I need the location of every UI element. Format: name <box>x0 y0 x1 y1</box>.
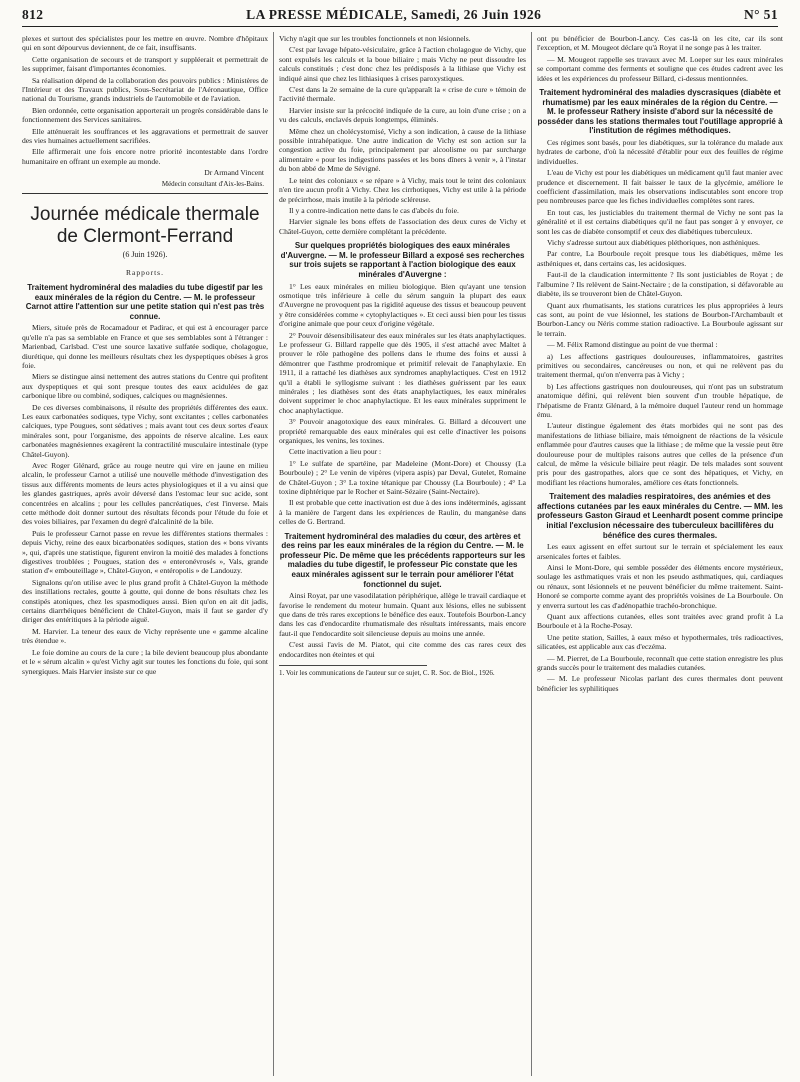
article-title: Journée médicale thermale de Clermont-Ferrand <box>30 204 260 248</box>
paragraph: a) Les affections gastriques douloureuses, inflammatoires, gastrites primitives ou secondaires, cancéreuses ou non, et qui ne relèvent pas du traitement thermal, qu'on n'enverra pas à Vichy ; <box>537 351 783 380</box>
paragraph: Elle affirmerait une fois encore notre priorité incontestable dans l'ordre humanitaire en offrant un exemple au monde. <box>22 147 268 166</box>
paragraph: C'est aussi l'avis de M. Piatot, qui cite comme des cas rares ceux des endocardites non éteintes et qui <box>279 640 526 659</box>
paragraph: Même chez un cholécystomisé, Vichy a son indication, à cause de la lithiase possible intrahépatique. Une autre indication de Vichy est son action sur la congestion active du foie, principalement par alcoolisme ou par surcharge alimentaire « pour les indigestions passées et les bons dîners à venir », à l'instar du bon abbé de Mme de Sévigné. <box>279 126 526 174</box>
paragraph: b) Les affections gastriques non douloureuses, qui n'ont pas un substratum anatomique défini, qui relèvent bien souvent d'un trouble hépatique, de l'hépatisme de Frantz Glénard, à la mémoire duquel l'auteur rend un hommage ému. <box>537 381 783 419</box>
footnote: 1. Voir les communications de l'auteur sur ce sujet, C. R. Soc. de Biol., 1926. <box>279 669 495 678</box>
paragraph: Harvier signale les bons effets de l'association des deux cures de Vichy et Châtel-Guyon, cette dernière complétant la précédente. <box>279 217 526 236</box>
paragraph: Vichy s'adresse surtout aux diabétiques pléthoriques, non asthéniques. <box>547 238 760 248</box>
paragraph: Par contre, La Bourboule reçoit presque tous les diabétiques, même les asthéniques et, dans certains cas, les acidosiques. <box>537 249 783 268</box>
section-title: Traitement hydrominéral des maladies dyscrasiques (diabète et rhumatisme) par les eaux minérales de la région du Centre. — M. le professeur Rathery insiste d'abord sur la nécessité de posséder dans les stations thermales tout l'outillage approprié à l'institution de régimes méthodiques. <box>537 88 783 136</box>
paragraph: — M. Pierret, de La Bourboule, reconnaît que cette station enregistre les plus grands succès pour le traitement des maladies cutanées. <box>537 653 783 673</box>
section-title: Traitement hydrominéral des maladies du cœur, des artères et des reins par les eaux minérales de la région du Centre. — M. le professeur Pic. De même que les précédents rapporteurs sur les maladies du tube digestif, le professeur Pic constate que les eaux minérales agissent sur le terrain pour améliorer l'état fonctionnel du sujet. <box>279 531 526 589</box>
paragraph: Cette organisation de secours et de transport y suppléerait et permettrait de les supprimer, faisant d'importantes économies. <box>22 54 268 74</box>
paragraph: Miers, située près de Rocamadour et Padirac, et qui est à encourager parce qu'elle n'a pas sa semblable en France et que ses semblables sont à l'étranger : Marienbad, Carlsbad. C'est une source laxative sulfatée sodique, cholagogue, diurétique, qui donne les meilleurs résultats chez les dyspeptiques obèses à gros foie. <box>22 323 268 370</box>
paragraph: Le foie domine au cours de la cure ; la bile devient beaucoup plus abondante et le « sérum alcalin » qu'est Vichy agit sur toutes les fonctions du foie, qui sont synergiques. Mais Harvier insiste sur ce que <box>22 647 268 676</box>
paragraph: — M. Mougeot rappelle ses travaux avec M. Loeper sur les eaux minérales se comportant comme des ferments et souligne que ces études cadrent avec les idées et les expériences du professeur Billard, ci-dessus mentionnées. <box>537 54 783 83</box>
paragraph: 1° Les eaux minérales en milieu biologique. Bien qu'ayant une tension osmotique très inférieure à celle du sérum sanguin la plupart des eaux d'Auvergne ne provoquent pas la rigidité aqueuse des tissus et beaucoup peuvent y être considérées comme « cytophylactiques ». Et ceci aussi bien pour les tissus d'origine animale que pour ceux d'origine végétale. <box>279 281 526 329</box>
paragraph: En tout cas, les justiciables du traitement thermal de Vichy ne sont pas la généralité et il est certains diabétiques qu'il ne faut pas songer à y envoyer, ce sont les cas de diabète consomptif et ceux des diabétiques tuberculeux. <box>537 207 783 236</box>
paragraph: De ces diverses combinaisons, il résulte des propriétés différentes des eaux. Les eaux carbonatées sodiques, type Vichy, sont excitantes ; celles carbonatées calciques, type Pougues, sont sédatives ; mais avant tout ces deux sortes d'eaux minérales sont, pour l'organisme, des appoints de réserve alcaline. Les eaux carbonatées magnésiennes exagèrent la contractilité musculaire intestinale (type Châtel-Guyon). <box>22 402 268 459</box>
section-title: Sur quelques propriétés biologiques des eaux minérales d'Auvergne. — M. le professeur Billard a exposé ses recherches sur trois sujets se rapportant à l'action biologique des eaux minérales d'Auvergne : <box>280 241 525 279</box>
paragraph: Le teint des coloniaux « se répare » à Vichy, mais tout le teint des coloniaux n'en tire aucun profit à Vichy. Chez les cirrhotiques, Vichy est utile à la période de précirrhose, mais inutile à la période scléreuse. <box>279 175 526 204</box>
paragraph: Quant aux affections cutanées, elles sont traitées avec grand profit à La Bourboule et à la Roche-Posay. <box>537 612 783 631</box>
column-middle <box>279 34 526 1074</box>
paragraph: Avec Roger Glénard, grâce au rouge neutre qui vire en jaune en milieu alcalin, le professeur Carnot a utilisé une nouvelle méthode d'investigation des tissus aux différents moments de leurs actes physiologiques et il a vu ainsi que les glandes gastriques, après avoir déversé dans l'estomac leur suc acide, sont concentrées en alcalins ; pour les cellules pancréatiques, c'est l'inverse. Mais cette méthode doit donner surtout des résultats féconds pour l'étude du foie et des voies biliaires, par l'examen du degré d'alcalinité de la bile. <box>22 460 268 527</box>
paragraph: Signalons qu'on utilise avec le plus grand profit à Châtel-Guyon la méthode des instillations rectales, goutte à goutte, qui donne de bons résultats chez les constipés atoniques, chez les spasmodiques aussi. Bien qu'on en ait dit jadis, certains diarrhéiques bénéficient de Châtel-Guyon, mais il faut se garder d'y diriger des entéritiques à la période aiguë. <box>22 577 268 625</box>
paragraph: Ces régimes sont basés, pour les diabétiques, sur la tolérance du malade aux hydrates de carbone, d'où la nécessité d'établir pour eux des feuilles de régime individuelles. <box>537 138 783 166</box>
column-divider <box>531 32 532 1076</box>
paragraph: Faut-il de la claudication intermittente ? Ils sont justiciables de Royat ; de l'albumine ? Ils relèvent de Saint-Nectaire ; de la constipation, si défavorable au diabète, ils se trouveront bien de Châtel-Guyon. <box>537 270 783 299</box>
paragraph: Ainsi Royat, par une vasodilatation périphérique, allège le travail cardiaque et favorise le rendement du moteur humain. Quant aux lésions, elles ne subissent que dans de très rares exceptions le bénéfice des eaux. Toutefois Bourbon-Lancy dans les cas d'endocardite rhumatismale des résultats intéressants, mais encore faut-il que l'endocardite soit silencieuse depuis au moins une année. <box>279 591 526 638</box>
column-divider <box>273 32 274 1076</box>
rapports-label: Rapports. <box>126 267 164 277</box>
section-rule <box>22 193 268 194</box>
section-title: Traitement des maladies respiratoires, des anémies et des affections cutanées par les eaux minérales du Centre. — MM. les professeurs Gaston Giraud et Leenhardt posent comme principe initial l'exclusion nécessaire des tuberculeux bacillifères du bénéfice des cures thermales. <box>537 492 783 540</box>
issue-number: N° 51 <box>743 7 778 22</box>
paragraph: — M. Le professeur Nicolas parlant des cures thermales dont peuvent bénéficier les syphilitiques <box>537 674 783 693</box>
paragraph: L'eau de Vichy est pour les diabétiques un médicament qu'il faut manier avec prudence et discernement. Il fait baisser le taux de la glycémie, améliore le coefficient d'assimilation, mais les observations indiscutables sont encore trop peu nombreuses parce que les fiches individuelles complètes sont rares. <box>537 168 783 206</box>
running-head <box>22 4 778 27</box>
paragraph: Une petite station, Sailles, à eaux méso et hypothermales, très radioactives, silicatées, est applicable aux cas d'eczéma. <box>537 632 783 652</box>
author-title: Médecin consultant d'Aix-les-Bains. <box>161 179 264 188</box>
paragraph: M. Harvier. La teneur des eaux de Vichy représente une « gamme alcaline très étendue ». <box>22 626 268 646</box>
paragraph: Quant aux rhumatisants, les stations curatrices les plus appropriées à leurs cas sont, au point de vue lésionnel, les stations de Bourbon-l'Archambault et Bourbon-Lancy ou Néris comme station radioactive. La Bourboule agissant sur le terrain. <box>537 300 783 338</box>
paragraph: C'est dans la 2e semaine de la cure qu'apparaît la « crise de cure » témoin de l'activité thermale. <box>279 85 526 104</box>
paragraph: Puis le professeur Carnot passe en revue les différentes stations thermales : depuis Vichy, reine des eaux bicarbonatées sodiques, station des « bons vivants », qui, d'après une statistique, figurent environ la moitié des malades à fonctions digestives troublées ; Pougues, station des « enteronévrosés », Vals, grande station d'« embouteillage », Châtel-Guyon, « entéropolis » de Landouzy. <box>22 528 268 576</box>
paragraph: Bien ordonnée, cette organisation apporterait un progrès considérable dans le fonctionnement des Services sanitaires. <box>22 105 268 125</box>
journal-title: LA PRESSE MÉDICALE, Samedi, 26 Juin 1926 <box>246 7 542 22</box>
paragraph: Cette inactivation a lieu pour : <box>289 447 382 457</box>
author-signature: Dr Armand Vincent <box>204 168 264 178</box>
paragraph: Il est probable que cette inactivation est due à des ions indéterminés, agissant à la manière de l'argent dans les expériences de Raulin, du manganèse dans celles de G. Bertrand. <box>279 498 526 527</box>
section-title: Traitement hydrominéral des maladies du tube digestif par les eaux minérales de la région du Centre. — M. le professeur Carnot attire l'attention sur une petite station qui n'est pas très connue. <box>25 282 265 321</box>
column-left <box>22 34 268 1074</box>
paragraph: — M. Félix Ramond distingue au point de vue thermal : <box>547 340 718 350</box>
paragraph: 1° Le sulfate de spartéine, par Madeleine (Mont-Dore) et Choussy (La Bourboule) ; 2° Le venin de vipères (vipera aspis) par Deval, Gutelet, Romaine de Châtel-Guyon ; 3° La toxine tétanique par Choussy (La Bourboule) ; 4° La toxine diphtérique par le Rocher et Saint-Sézaire (Saint-Nectaire). <box>279 458 526 497</box>
paragraph: 2° Pouvoir désensibilisateur des eaux minérales sur les états anaphylactiques. Le professeur G. Billard rappelle que dès 1905, il s'est attaché avec Maltet à prouver le rôle pathogène des pollens dans le rhume des foins et aussi à démontrer que l'asthme prodromique et primitif relevait de l'anaphylaxie. En 1911, il a rattaché les diathèses aux syndromes anaphylactiques. C'est en 1912 qu'il a établi le syllogisme suivant : les diathèses guérissent par les eaux minérales ; les diathèses sont des états anaphylactiques, les eaux minérales doivent supprimer le choc anaphylactique. Et les eaux minérales suppriment le choc anaphylactique. <box>279 330 526 415</box>
page-number: 812 <box>22 7 44 22</box>
paragraph: C'est par lavage hépato-vésiculaire, grâce à l'action cholagogue de Vichy, que sont expulsés les calculs et la boue biliaire ; mais Vichy ne peut dissoudre les calculs constitués ; c'est donc chez les prédisposés à la lithiase que Vichy est indiqué ainsi que chez les lithiasiques à crises paroxystiques. <box>279 45 526 83</box>
paragraph: Sa réalisation dépend de la collaboration des pouvoirs publics : Ministères de l'Intérieur et des Travaux publics, Sous-Secrétariat de l'Aéronautique, Office national du Tourisme, grands industriels de l'automobile et de l'aviation. <box>22 75 268 104</box>
paragraph: Elle atténuerait les souffrances et les aggravations et permettrait de sauver des vies humaines actuellement sacrifiées. <box>22 126 268 146</box>
paragraph: ont pu bénéficier de Bourbon-Lancy. Ces cas-là on les cite, car ils sont l'exception, et M. Mougeot déclare qu'à Royat il ne songe pas à les traiter. <box>537 34 783 53</box>
footnote-rule <box>279 665 427 666</box>
paragraph: L'auteur distingue également des états morbides qui ne sont pas des manifestations de lithiase biliaire, mais témoignent de réactions de la vésicule enflammée pour d'autres causes que la lithiase ; de même que la vessie peut être douloureuse pour de multiples raisons autres que celles de la présence d'un calcul, de même la vésicule biliaire peut réagir. De tels malades sont souvent pris pour des gastropathes, alors que ce sont des hépatiques, et Vichy, en modifiant les réactions humorales, améliore ces états fonctionnels. <box>537 421 783 487</box>
paragraph: Harvier insiste sur la précocité indiquée de la cure, au loin d'une crise ; on a vu des calculs, enclavés depuis longtemps, éliminés. <box>279 105 526 125</box>
paragraph: plexes et surtout des spécialistes pour les mettre en œuvre. Nombre d'hôpitaux qui en sont dépourvus deviennent, de ce fait, insuffisants. <box>22 34 268 53</box>
paragraph: Les eaux agissent en effet surtout sur le terrain et spécialement les eaux arsenicales fortes et faibles. <box>537 542 783 561</box>
article-date: (6 Juin 1926). <box>122 250 168 260</box>
paragraph: 3° Pouvoir anagotoxique des eaux minérales. G. Billard a découvert une propriété remarquable des eaux minérales qui est celle d'inactiver les poisons organiques, les venins, les toxines. <box>279 417 526 445</box>
column-right <box>537 34 783 1074</box>
paragraph: Miers se distingue ainsi nettement des autres stations du Centre qui profitent aux dyspeptiques et qui sont presque toutes des eaux acidulées de gaz carbonique libre ou combiné, sodiques, calciques ou magnésiennes. <box>22 372 268 401</box>
paragraph: Vichy n'agit que sur les troubles fonctionnels et non lésionnels. <box>279 34 471 43</box>
paragraph: Ainsi le Mont-Dore, qui semble posséder des éléments encore mystérieux, soulage les asthmatiques vrais et non les pseudo asthmatiques, qui, cardiaques ou rénaux, sont lésionnels et ne peuvent bénéficier du même traitement. Saint-Honoré se comporte comme ayant des propriétés voisines de La Bourboule. On y enverra surtout les cas d'adénopathie trachéo-bronchique. <box>537 563 783 610</box>
paragraph: Il y a contre-indication nette dans le cas d'abcès du foie. <box>289 205 459 215</box>
